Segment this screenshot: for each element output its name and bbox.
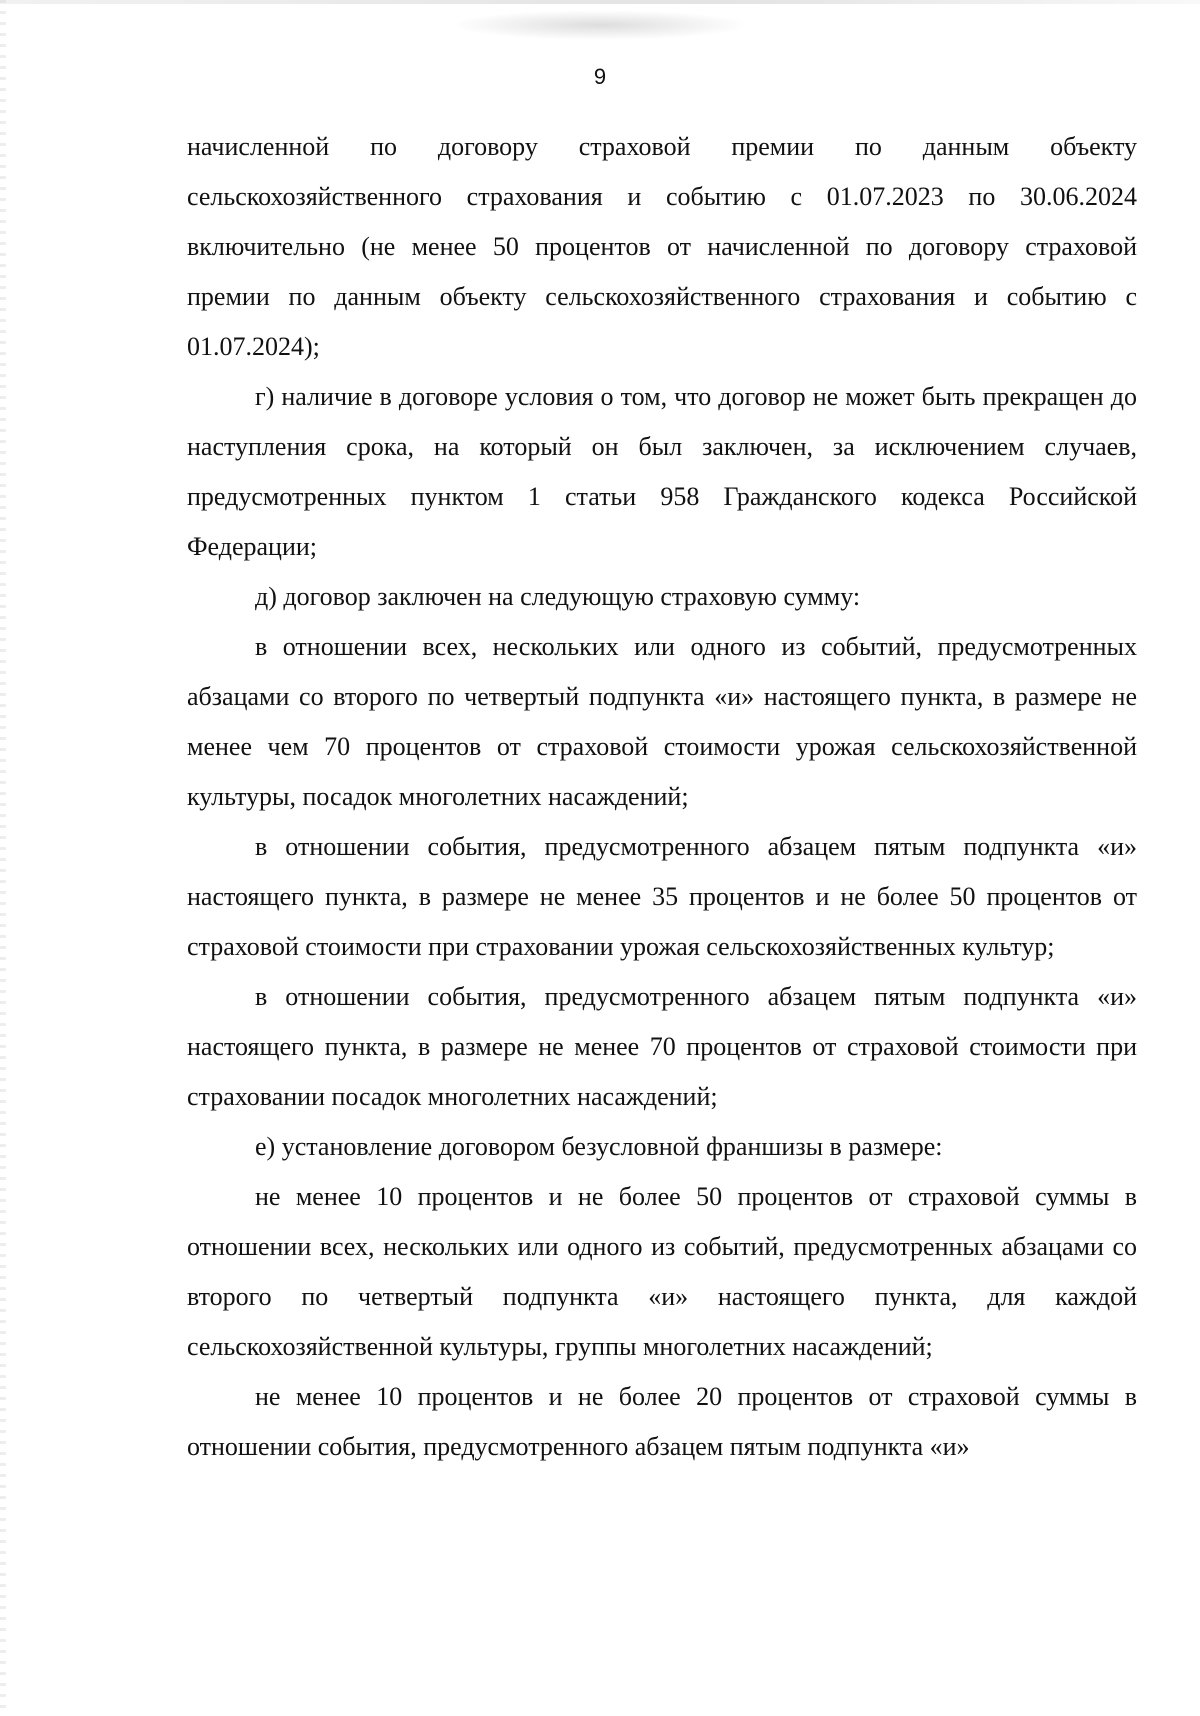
scan-top-edge (0, 0, 1200, 4)
scan-smudge-mark (450, 10, 750, 40)
scan-left-edge (0, 0, 6, 1716)
paragraph-clause-e: е) установление договором безусловной франшизы в размере: (255, 1132, 943, 1161)
paragraph-franchise-events-2-4: не менее 10 процентов и не более 50 процентов от страховой суммы в отношении всех, нескольких или одного из событий, предусмотренных абзацами со второго по четвертый подпункта «и» настоящего пункта, для каждой сельскохозяйственной культуры, группы многолетних насаждений; (187, 1182, 1137, 1361)
paragraph-continuation: начисленной по договору страховой премии по данным объекту сельскохозяйственного страхования и событию с 01.07.2023 по 30.06.2024 включительно (не менее 50 процентов от начисленной по договору страховой премии по данным объекту сельскохозяйственного страхования и событию с 01.07.2024); (187, 132, 1137, 361)
paragraph-franchise-event-5: не менее 10 процентов и не более 20 процентов от страховой суммы в отношении события, предусмотренного абзацем пятым подпункта «и» (187, 1382, 1137, 1461)
document-body (187, 122, 1137, 1472)
paragraph-sum-event-5-plantings: в отношении события, предусмотренного абзацем пятым подпункта «и» настоящего пункта, в размере не менее 70 процентов от страховой стоимости при страховании посадок многолетних насаждений; (187, 982, 1137, 1111)
paragraph-sum-events-2-4: в отношении всех, нескольких или одного из событий, предусмотренных абзацами со второго по четвертый подпункта «и» настоящего пункта, в размере не менее чем 70 процентов от страховой стоимости урожая сельскохозяйственной культуры, посадок многолетних насаждений; (187, 632, 1137, 811)
paragraph-sum-event-5-crops: в отношении события, предусмотренного абзацем пятым подпункта «и» настоящего пункта, в размере не менее 35 процентов и не более 50 процентов от страховой стоимости при страховании урожая сельскохозяйственных культур; (187, 832, 1137, 961)
page-number: 9 (593, 64, 607, 89)
paragraph-clause-g: г) наличие в договоре условия о том, что договор не может быть прекращен до наступления срока, на который он был заключен, за исключением случаев, предусмотренных пунктом 1 статьи 958 Гражданского кодекса Российской Федерации; (187, 382, 1137, 561)
paragraph-clause-d: д) договор заключен на следующую страховую сумму: (255, 582, 861, 611)
